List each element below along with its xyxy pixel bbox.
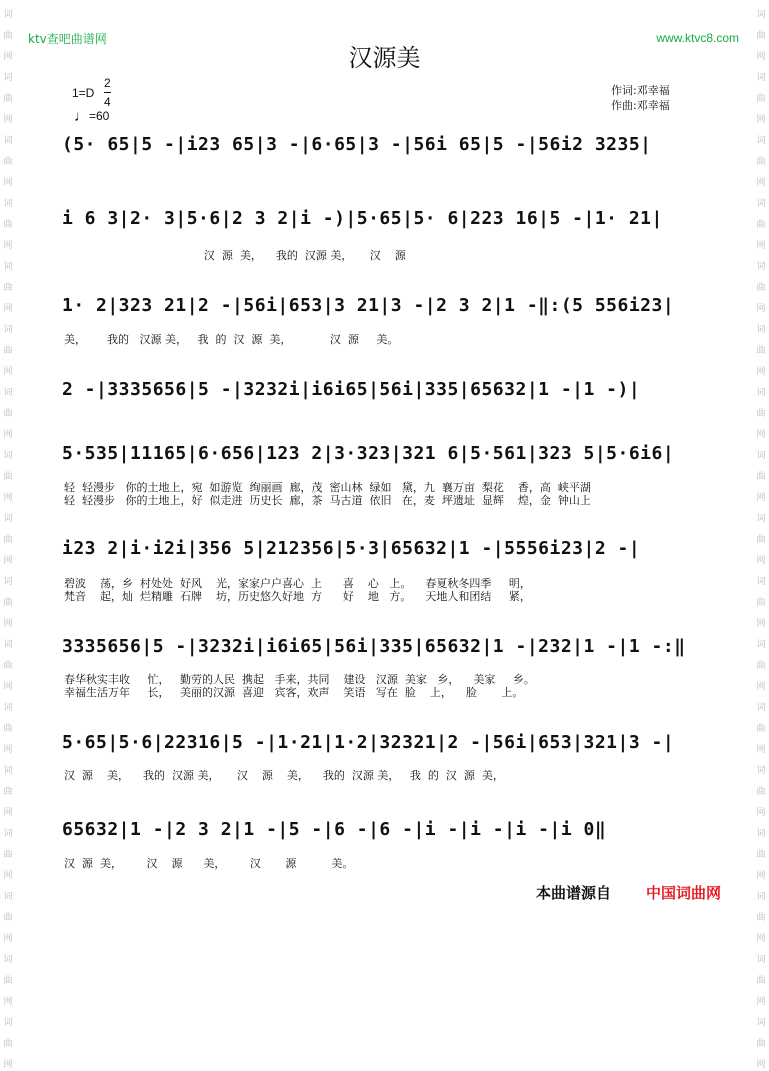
- watermark-glyph: 网: [3, 367, 13, 377]
- watermark-glyph: 网: [756, 493, 766, 503]
- lyric-line-verse1-a: 轻 轻漫步 你的土地上，宛 如游览 绚丽画 廊，茂 密山林 绿如 黛，九 襄万亩 梨花 香，高 峡平湖: [64, 481, 591, 494]
- watermark-glyph: 网: [3, 997, 13, 1007]
- watermark-glyph: 网: [756, 241, 766, 251]
- watermark-glyph: 曲: [756, 472, 766, 482]
- watermark-glyph: 曲: [3, 94, 13, 104]
- watermark-glyph: 曲: [3, 850, 13, 860]
- watermark-glyph: 网: [3, 1060, 13, 1070]
- lyricist-credit: 作词:邓幸福: [611, 84, 670, 97]
- watermark-glyph: 曲: [3, 787, 13, 797]
- watermark-glyph: 曲: [756, 724, 766, 734]
- watermark-glyph: 曲: [3, 724, 13, 734]
- watermark-glyph: 曲: [3, 157, 13, 167]
- score-line-3: 1· 2|323 21|2 -|56i|653|3 21|3 -|2 3 2|1 -‖:(5 556i23|: [62, 295, 675, 316]
- watermark-glyph: 曲: [3, 283, 13, 293]
- watermark-glyph: 网: [3, 745, 13, 755]
- key-signature: 1=D: [72, 86, 95, 100]
- watermark-glyph: 曲: [3, 220, 13, 230]
- watermark-glyph: 词: [3, 829, 13, 839]
- watermark-glyph: 网: [3, 934, 13, 944]
- watermark-glyph: 词: [756, 325, 766, 335]
- watermark-glyph: 曲: [3, 31, 13, 41]
- source-label: 本曲谱源自: [536, 884, 612, 902]
- composer-credit: 作曲:邓幸福: [611, 99, 670, 112]
- watermark-glyph: 网: [3, 493, 13, 503]
- watermark-glyph: 词: [756, 703, 766, 713]
- watermark-glyph: 曲: [756, 157, 766, 167]
- watermark-glyph: 词: [756, 577, 766, 587]
- watermark-glyph: 网: [756, 808, 766, 818]
- watermark-glyph: 词: [3, 703, 13, 713]
- watermark-glyph: 曲: [756, 661, 766, 671]
- watermark-glyph: 词: [756, 829, 766, 839]
- watermark-glyph: 曲: [3, 409, 13, 419]
- watermark-glyph: 词: [756, 262, 766, 272]
- lyric-line-1: 汉 源 美， 我的 汉源 美， 汉 源: [64, 249, 406, 262]
- credits: [611, 83, 670, 113]
- watermark-glyph: 网: [3, 241, 13, 251]
- watermark-glyph: 词: [3, 199, 13, 209]
- watermark-glyph: 词: [756, 73, 766, 83]
- score-line-5: 5·535|11165|6·656|123 2|3·323|321 6|5·561|323 5|5·6i6|: [62, 443, 675, 464]
- watermark-glyph: 词: [756, 1018, 766, 1028]
- watermark-glyph: 网: [756, 367, 766, 377]
- watermark-glyph: 词: [756, 514, 766, 524]
- watermark-glyph: 词: [3, 640, 13, 650]
- site-url-right[interactable]: www.ktvc8.com: [656, 31, 739, 45]
- lyric-line-verse1-c: 春华秋实丰收 忙， 勤劳的人民 携起 手来，共同 建设 汉源 美家 乡， 美家 乡。: [64, 673, 535, 686]
- lyric-line-2: 美， 我的 汉源 美， 我 的 汉 源 美， 汉 源 美。: [64, 333, 399, 346]
- watermark-glyph: 曲: [3, 472, 13, 482]
- watermark-glyph: 词: [3, 955, 13, 965]
- watermark-glyph: 词: [3, 1018, 13, 1028]
- watermark-glyph: 词: [3, 325, 13, 335]
- watermark-glyph: 词: [756, 955, 766, 965]
- watermark-glyph: 词: [3, 73, 13, 83]
- quarter-note-icon: ♩: [74, 108, 89, 125]
- watermark-glyph: 词: [756, 451, 766, 461]
- time-signature-numerator: 2: [104, 74, 111, 93]
- lyric-line-verse2-c: 幸福生活万年 长， 美丽的汉源 喜迎 宾客，欢声 笑语 写在 脸 上， 脸 上。: [64, 686, 524, 699]
- watermark-glyph: 网: [3, 115, 13, 125]
- watermark-glyph: 曲: [756, 598, 766, 608]
- watermark-glyph: 词: [756, 199, 766, 209]
- watermark-glyph: 词: [3, 136, 13, 146]
- watermark-glyph: 网: [3, 808, 13, 818]
- watermark-right-column: [755, 0, 767, 1070]
- watermark-glyph: 曲: [756, 220, 766, 230]
- lyric-line-verse2-b: 梵音 起，灿 烂精雕 石牌 坊，历史悠久好地 方 好 地 方。 天地人和团结 紧，: [64, 590, 531, 603]
- watermark-glyph: 曲: [3, 976, 13, 986]
- watermark-glyph: 网: [756, 52, 766, 62]
- watermark-glyph: 网: [756, 556, 766, 566]
- watermark-glyph: 曲: [3, 535, 13, 545]
- watermark-glyph: 曲: [756, 94, 766, 104]
- score-line-9: 65632|1 -|2 3 2|1 -|5 -|6 -|6 -|i -|i -|i -|i 0‖: [62, 819, 607, 840]
- watermark-glyph: 网: [756, 619, 766, 629]
- lyric-line-4: 汉 源 美， 汉 源 美， 汉 源 美。: [64, 857, 354, 870]
- watermark-glyph: 网: [3, 619, 13, 629]
- tempo-marking: [74, 108, 109, 125]
- time-signature: [104, 74, 111, 111]
- watermark-glyph: 网: [756, 430, 766, 440]
- watermark-glyph: 网: [3, 430, 13, 440]
- watermark-glyph: 网: [3, 178, 13, 188]
- watermark-glyph: 曲: [756, 346, 766, 356]
- watermark-glyph: 词: [3, 577, 13, 587]
- watermark-glyph: 曲: [3, 913, 13, 923]
- source-site-link[interactable]: 中国词曲网: [646, 884, 722, 902]
- watermark-glyph: 词: [3, 451, 13, 461]
- lyric-line-verse2-a: 轻 轻漫步 你的土地上，好 似走进 历史长 廊，茶 马古道 依旧 在，麦 坪遗址 显辉 煌，金 钟山上: [64, 494, 591, 507]
- watermark-glyph: 网: [756, 1060, 766, 1070]
- watermark-glyph: 曲: [756, 913, 766, 923]
- watermark-glyph: 词: [3, 892, 13, 902]
- watermark-glyph: 曲: [3, 661, 13, 671]
- watermark-glyph: 曲: [3, 598, 13, 608]
- watermark-glyph: 曲: [756, 31, 766, 41]
- watermark-glyph: 曲: [756, 409, 766, 419]
- watermark-glyph: 曲: [3, 1039, 13, 1049]
- watermark-glyph: 曲: [756, 535, 766, 545]
- watermark-glyph: 曲: [3, 346, 13, 356]
- watermark-glyph: 词: [3, 262, 13, 272]
- watermark-glyph: 词: [756, 10, 766, 20]
- watermark-glyph: 网: [3, 52, 13, 62]
- watermark-glyph: 网: [3, 682, 13, 692]
- watermark-glyph: 词: [756, 892, 766, 902]
- song-title: 汉源美: [348, 44, 421, 72]
- watermark-glyph: 词: [756, 388, 766, 398]
- watermark-glyph: 曲: [756, 283, 766, 293]
- watermark-glyph: 网: [756, 997, 766, 1007]
- score-line-6: i23 2|i·i2i|356 5|212356|5·3|65632|1 -|5556i23|2 -|: [62, 538, 641, 559]
- watermark-glyph: 词: [3, 514, 13, 524]
- lyric-line-3: 汉 源 美， 我的 汉源 美， 汉 源 美， 我的 汉源 美， 我 的 汉 源 美，: [64, 769, 504, 782]
- watermark-glyph: 网: [756, 178, 766, 188]
- score-line-2: i 6 3|2· 3|5·6|2 3 2|i -)|5·65|5· 6|223 16|5 -|1· 21|: [62, 208, 663, 229]
- watermark-glyph: 网: [756, 682, 766, 692]
- watermark-glyph: 词: [756, 766, 766, 776]
- watermark-glyph: 词: [756, 136, 766, 146]
- watermark-glyph: 词: [3, 10, 13, 20]
- tempo-value: =60: [89, 109, 110, 123]
- score-line-8: 5·65|5·6|22316|5 -|1·21|1·2|32321|2 -|56i|653|321|3 -|: [62, 732, 675, 753]
- watermark-glyph: 词: [3, 388, 13, 398]
- score-line-7: 3335656|5 -|3232i|i6i65|56i|335|65632|1 -|232|1 -|1 -:‖: [62, 636, 686, 657]
- watermark-glyph: 网: [756, 934, 766, 944]
- watermark-left-column: [2, 0, 14, 1070]
- watermark-glyph: 词: [756, 640, 766, 650]
- watermark-glyph: 网: [756, 115, 766, 125]
- score-line-4: 2 -|3335656|5 -|3232i|i6i65|56i|335|65632|1 -|1 -)|: [62, 379, 641, 400]
- watermark-glyph: 曲: [756, 850, 766, 860]
- site-name-left[interactable]: ktv查吧曲谱网: [28, 32, 107, 46]
- time-signature-denominator: 4: [104, 95, 111, 109]
- watermark-glyph: 网: [3, 556, 13, 566]
- watermark-glyph: 网: [756, 304, 766, 314]
- watermark-glyph: 词: [3, 766, 13, 776]
- watermark-glyph: 网: [756, 745, 766, 755]
- watermark-glyph: 曲: [756, 976, 766, 986]
- watermark-glyph: 网: [3, 304, 13, 314]
- score-line-1: (5· 65|5 -|i23 65|3 -|6·65|3 -|56i 65|5 -|56i2 3235|: [62, 134, 652, 155]
- watermark-glyph: 网: [3, 871, 13, 881]
- watermark-glyph: 曲: [756, 787, 766, 797]
- watermark-glyph: 曲: [756, 1039, 766, 1049]
- watermark-glyph: 网: [756, 871, 766, 881]
- lyric-line-verse1-b: 碧波 荡，乡 村处处 好风 光，家家户户喜心 上 喜 心 上。 春夏秋冬四季 明，: [64, 577, 531, 590]
